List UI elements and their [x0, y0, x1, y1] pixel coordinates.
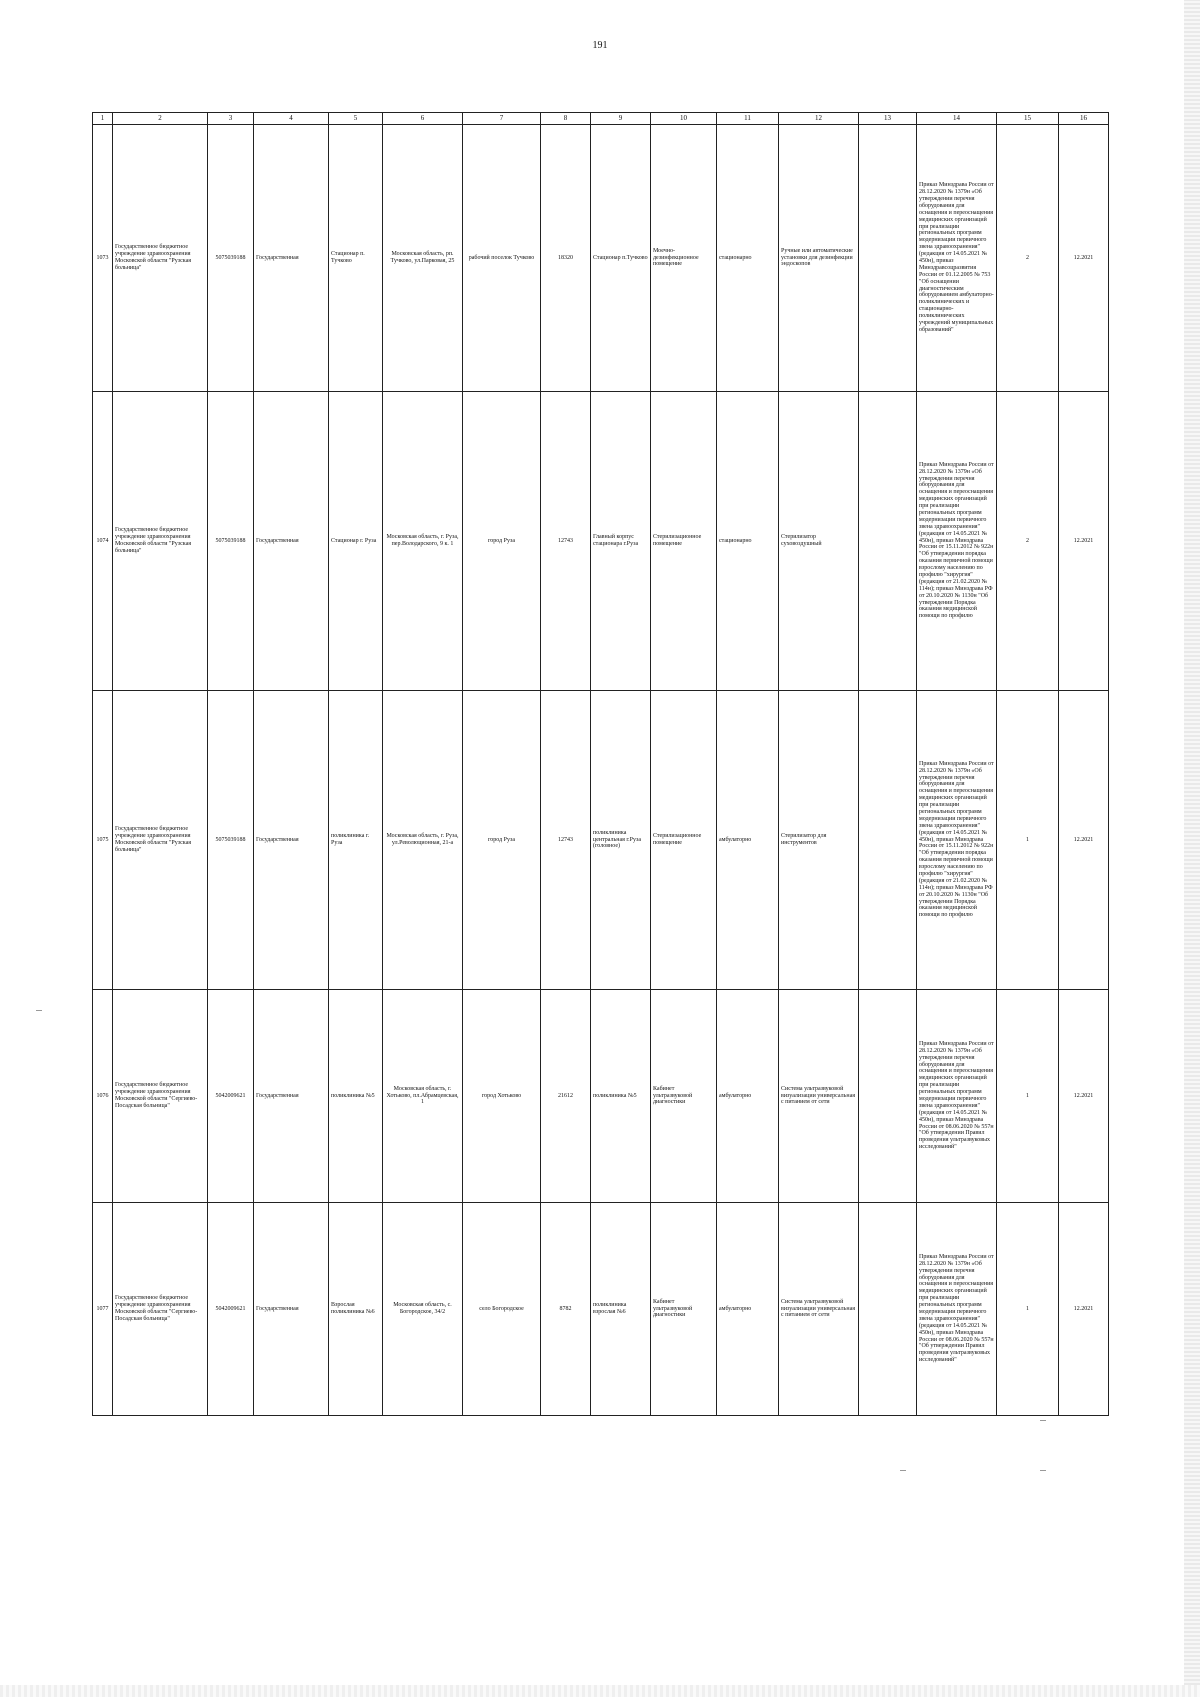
column-number: 3 — [208, 113, 254, 125]
inn: 5042009621 — [208, 1203, 254, 1416]
quantity: 2 — [997, 125, 1059, 392]
quantity: 2 — [997, 392, 1059, 691]
equipment-name: Стерилизатор суховоздушный — [779, 392, 859, 691]
legal-basis: Приказ Минздрава России от 28.12.2020 № 1379н «Об утверждении перечня оборудования для оснащения и переоснащения медицинских организаций при реализации региональных программ модернизации первичного звена здравоохранения"(редакция от 14.05.2021 № 450н), приказ Минздравсоцразвития России от 01.12.2005 № 753 "Об оснащении диагностическим оборудованием амбулаторно-поликлинических и стационарно-поликлинических учреждений муниципальных образований" — [917, 125, 997, 392]
delivery-date: 12.2021 — [1059, 125, 1109, 392]
delivery-date: 12.2021 — [1059, 1203, 1109, 1416]
row-number: 1075 — [93, 691, 113, 990]
room: Стерилизационное помещение — [651, 392, 717, 691]
building: поликлиника №5 — [591, 990, 651, 1203]
table-row — [93, 125, 1109, 392]
column-13 — [859, 990, 917, 1203]
inn: 5075039188 — [208, 125, 254, 392]
settlement: город Руза — [463, 392, 541, 691]
care-conditions: стационарно — [717, 125, 779, 392]
population: 21612 — [541, 990, 591, 1203]
structural-unit: Взрослая поликлиника №6 — [329, 1203, 383, 1416]
column-13 — [859, 1203, 917, 1416]
settlement: рабочий поселок Тучково — [463, 125, 541, 392]
scan-speck — [1040, 1420, 1046, 1421]
structural-unit: Стационар п. Тучково — [329, 125, 383, 392]
column-number: 11 — [717, 113, 779, 125]
ownership-form: Государственная — [254, 125, 329, 392]
quantity: 1 — [997, 990, 1059, 1203]
legal-basis: Приказ Минздрава России от 28.12.2020 № 1379н «Об утверждении перечня оборудования для оснащения и переоснащения медицинских организаций при реализации региональных программ модернизации первичного звена здравоохранения"(редакция от 14.05.2021 № 450н), приказ Минздрава России от 15.11.2012 № 922н "Об утверждении порядка оказания первичной помощи взрослому населению по профилю "хирургия" (редакция от 21.02.2020 № 114н); приказ Минздрава РФ от 20.10.2020 № 1130н "Об утверждении Порядка оказания медицинской помощи по профилю — [917, 691, 997, 990]
equipment-name: Ручные или автоматические установки для дезинфекции эндоскопов — [779, 125, 859, 392]
row-number: 1077 — [93, 1203, 113, 1416]
structural-unit: поликлиника №5 — [329, 990, 383, 1203]
column-number: 1 — [93, 113, 113, 125]
settlement: город Руза — [463, 691, 541, 990]
ownership-form: Государственная — [254, 1203, 329, 1416]
column-number: 4 — [254, 113, 329, 125]
row-number: 1074 — [93, 392, 113, 691]
column-number: 12 — [779, 113, 859, 125]
room: Стерилизационное помещение — [651, 691, 717, 990]
table-row — [93, 990, 1109, 1203]
ownership-form: Государственная — [254, 392, 329, 691]
room: Моечно-дезинфекционное помещение — [651, 125, 717, 392]
address: Московская область, рп. Тучково, ул.Парковая, 25 — [383, 125, 463, 392]
delivery-date: 12.2021 — [1059, 990, 1109, 1203]
quantity: 1 — [997, 691, 1059, 990]
table-row — [93, 1203, 1109, 1416]
column-number: 2 — [113, 113, 208, 125]
inn: 5042009621 — [208, 990, 254, 1203]
column-number: 14 — [917, 113, 997, 125]
building: Стационар п.Тучково — [591, 125, 651, 392]
delivery-date: 12.2021 — [1059, 392, 1109, 691]
equipment-table — [92, 112, 1109, 1416]
legal-basis: Приказ Минздрава России от 28.12.2020 № 1379н «Об утверждении перечня оборудования для оснащения и переоснащения медицинских организаций при реализации региональных программ модернизации первичного звена здравоохранения"(редакция от 14.05.2021 № 450н), приказ Минздрава России от 08.06.2020 № 557н "Об утверждении Правил проведения ультразвуковых исследований" — [917, 990, 997, 1203]
room: Кабинет ультразвуковой диагностики — [651, 1203, 717, 1416]
column-number: 9 — [591, 113, 651, 125]
table-row — [93, 392, 1109, 691]
building: поликлиника центральная г.Руза (головное) — [591, 691, 651, 990]
legal-basis: Приказ Минздрава России от 28.12.2020 № 1379н «Об утверждении перечня оборудования для оснащения и переоснащения медицинских организаций при реализации региональных программ модернизации первичного звена здравоохранения"(редакция от 14.05.2021 № 450н), приказ Минздрава России от 15.11.2012 № 922н "Об утверждении порядка оказания первичной помощи взрослому населению по профилю "хирургия" (редакция от 21.02.2020 № 114н); приказ Минздрава РФ от 20.10.2020 № 1130н "Об утверждении Порядка оказания медицинской помощи по профилю — [917, 392, 997, 691]
organization-name: Государственное бюджетное учреждение здравоохранения Московской области "Рузская больница" — [113, 125, 208, 392]
column-number: 5 — [329, 113, 383, 125]
scan-speck — [1040, 1470, 1046, 1471]
care-conditions: амбулаторно — [717, 1203, 779, 1416]
scan-edge-right — [1184, 0, 1200, 1697]
organization-name: Государственное бюджетное учреждение здравоохранения Московской области "Сергиево-Посадская больница" — [113, 990, 208, 1203]
legal-basis: Приказ Минздрава России от 28.12.2020 № 1379н «Об утверждении перечня оборудования для оснащения и переоснащения медицинских организаций при реализации региональных программ модернизации первичного звена здравоохранения"(редакция от 14.05.2021 № 450н), приказ Минздрава России от 08.06.2020 № 557н "Об утверждении Правил проведения ультразвуковых исследований" — [917, 1203, 997, 1416]
care-conditions: амбулаторно — [717, 990, 779, 1203]
row-number: 1073 — [93, 125, 113, 392]
organization-name: Государственное бюджетное учреждение здравоохранения Московской области "Рузская больница" — [113, 691, 208, 990]
column-number: 10 — [651, 113, 717, 125]
column-13 — [859, 691, 917, 990]
equipment-name: Стерилизатор для инструментов — [779, 691, 859, 990]
column-number: 13 — [859, 113, 917, 125]
column-number: 6 — [383, 113, 463, 125]
table-row — [93, 691, 1109, 990]
ownership-form: Государственная — [254, 990, 329, 1203]
column-number: 15 — [997, 113, 1059, 125]
settlement: город Хотьково — [463, 990, 541, 1203]
organization-name: Государственное бюджетное учреждение здравоохранения Московской области "Рузская больница" — [113, 392, 208, 691]
settlement: село Богородское — [463, 1203, 541, 1416]
building: Главный корпус стационара г.Руза — [591, 392, 651, 691]
structural-unit: Стационар г. Руза — [329, 392, 383, 691]
scan-speck — [900, 1470, 906, 1471]
row-number: 1076 — [93, 990, 113, 1203]
ownership-form: Государственная — [254, 691, 329, 990]
address: Московская область, с. Богородское, 34/2 — [383, 1203, 463, 1416]
scan-speck — [36, 1010, 42, 1011]
population: 18320 — [541, 125, 591, 392]
column-number: 7 — [463, 113, 541, 125]
column-number-row — [93, 113, 1109, 125]
population: 12743 — [541, 691, 591, 990]
population: 12743 — [541, 392, 591, 691]
delivery-date: 12.2021 — [1059, 691, 1109, 990]
structural-unit: поликлиника г. Руза — [329, 691, 383, 990]
population: 8782 — [541, 1203, 591, 1416]
organization-name: Государственное бюджетное учреждение здравоохранения Московской области "Сергиево-Посадская больница" — [113, 1203, 208, 1416]
quantity: 1 — [997, 1203, 1059, 1416]
care-conditions: амбулаторно — [717, 691, 779, 990]
inn: 5075039188 — [208, 392, 254, 691]
page-number: 191 — [592, 40, 608, 51]
address: Московская область, г. Хотьково, пл.Абрамцевская, 1 — [383, 990, 463, 1203]
address: Московская область, г. Руза, ул.Революционная, 21-а — [383, 691, 463, 990]
inn: 5075039188 — [208, 691, 254, 990]
care-conditions: стационарно — [717, 392, 779, 691]
column-number: 8 — [541, 113, 591, 125]
column-13 — [859, 125, 917, 392]
equipment-name: Система ультразвуковой визуализации универсальная с питанием от сети — [779, 990, 859, 1203]
room: Кабинет ультразвуковой диагностики — [651, 990, 717, 1203]
scan-edge-bottom — [0, 1685, 1200, 1697]
building: поликлиника взрослая №6 — [591, 1203, 651, 1416]
equipment-name: Система ультразвуковой визуализации универсальная с питанием от сети — [779, 1203, 859, 1416]
column-13 — [859, 392, 917, 691]
column-number: 16 — [1059, 113, 1109, 125]
address: Московская область, г. Руза, пер.Володарского, 9 к. 1 — [383, 392, 463, 691]
